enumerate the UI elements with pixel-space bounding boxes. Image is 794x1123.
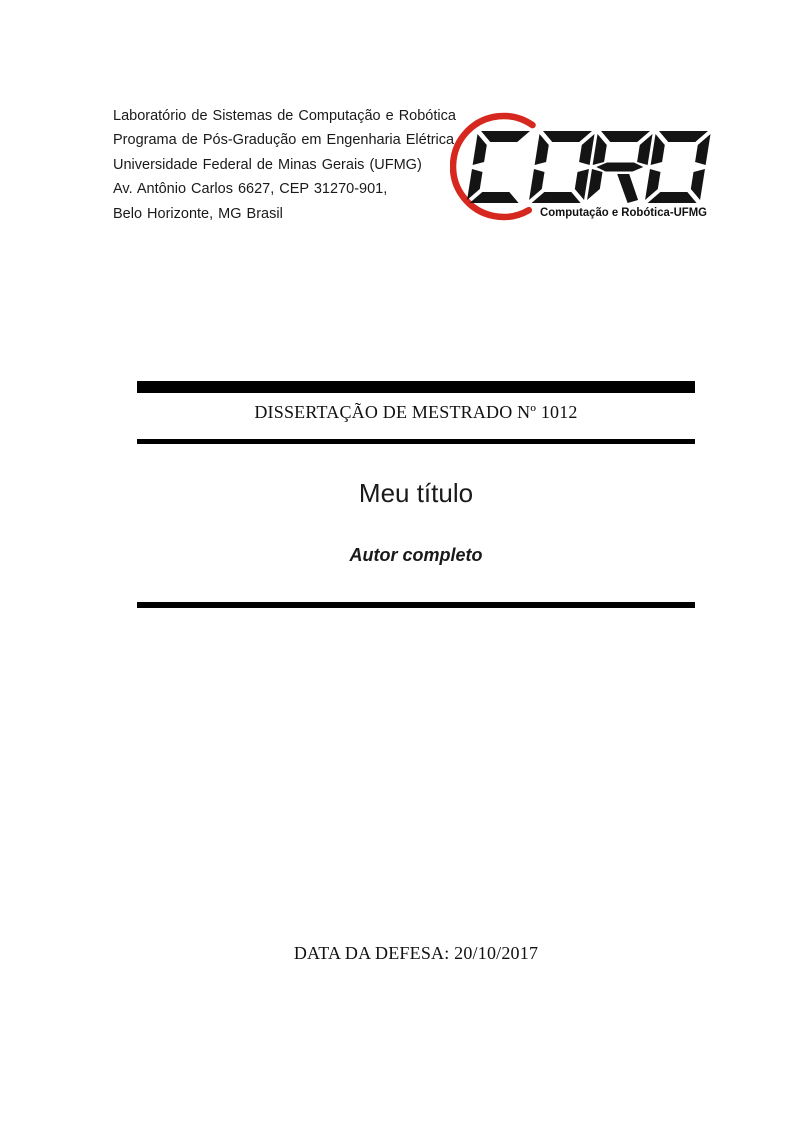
banner-rule-top — [137, 381, 695, 393]
coro-logo-icon — [450, 106, 712, 223]
logo-letter-r — [587, 131, 653, 203]
logo-letters — [467, 131, 711, 203]
title-rule-bottom — [137, 602, 695, 608]
logo-letter-o2 — [645, 131, 711, 203]
logo-letter-o1 — [529, 131, 595, 203]
thesis-title: Meu título — [358, 478, 474, 508]
banner-rule-bottom — [137, 439, 695, 444]
address-line-2: Programa de Pós-Gradução em Engenharia Elétrica — [113, 132, 455, 149]
address-line-1: Laboratório de Sistemas de Computação e Robótica — [113, 108, 456, 124]
institution-address-block — [113, 104, 456, 226]
address-line-3: Universidade Federal de Minas Gerais (UFMG) — [113, 156, 422, 173]
logo-caption: Computação e Robótica-UFMG — [540, 205, 707, 219]
thesis-author: Autor completo — [349, 545, 483, 565]
dissertation-number-line: DISSERTAÇÃO DE MESTRADO Nº 1012 — [254, 402, 578, 422]
defense-date-line: DATA DA DEFESA: 20/10/2017 — [293, 943, 539, 963]
address-line-5: Belo Horizonte, MG Brasil — [113, 205, 283, 222]
logo-letter-c — [467, 131, 530, 203]
address-line-4: Av. Antônio Carlos 6627, CEP 31270-901, — [113, 181, 388, 198]
